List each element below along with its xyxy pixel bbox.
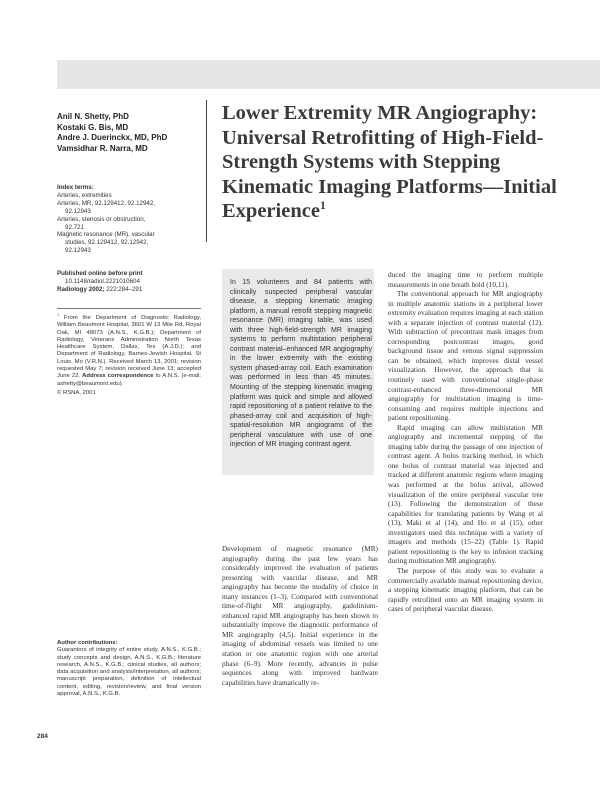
body-column-right <box>388 270 543 614</box>
correspondence-text: to A.N.S. (e-mail: ashetty@beaumont.edu). <box>57 373 201 387</box>
index-term-line: Arteries, extremities <box>57 191 112 199</box>
contributions-heading: Author contributions: <box>57 640 118 646</box>
author-list <box>57 112 207 154</box>
body-paragraph: The conventional approach for MR angiography in multiple anatomic stations in a peripheral lower extremity evaluation requires imaging at each station with a separate injection of contrast material (12). With subtraction of precontrast mask images from corresponding postcontrast images, good background tissue and venous signal suppression can be obtained, which improves distal vessel visualization. However, the approach that is routinely used with conventional single-phase contrast-enhanced three-dimensional MR angiography for multistation imaging is time-consuming and requires multiple injections and patient repositioning. <box>388 289 543 423</box>
index-term-line: Magnetic resonance (MR), vascular <box>57 231 155 239</box>
page-number: 284 <box>37 733 48 740</box>
title-text: Lower Extremity MR Angiography: Universal Retrofitting of High-Field-Strength Systems with Stepping Kinematic Imaging Platforms—Initial Experience <box>222 102 557 222</box>
body-paragraph: duced the imaging time to perform multiple measurements in one breath hold (10,11). <box>388 270 543 289</box>
citation-value: 222:284–291 <box>106 285 143 293</box>
author-name: Anil N. Shetty, PhD <box>57 112 129 121</box>
title-divider <box>206 100 207 242</box>
index-term-line: 92.12943 <box>65 207 91 215</box>
index-term-line: 92.721 <box>65 223 84 231</box>
sidebar-divider <box>57 308 201 309</box>
author-name: Andre J. Duerinckx, MD, PhD <box>57 133 168 142</box>
author-name: Vamsidhar R. Narra, MD <box>57 143 148 153</box>
body-paragraph: Development of magnetic resonance (MR) angiography during the past few years has considerably improved the evaluation of patients presenting with vascular disease, and MR angiography has become the modality of choice in many instances (1–3). Compared with conventional time-of-flight MR angiography, gadolinium-enhanced rapid MR angiography has been shown to substantially improve the diagnostic performance of MR angiography (4,5). Initial experience in the imaging of abdominal vessels was limited to one station or one anatomic region with one arterial phase (6–9). More recently, advances in pulse sequences along with improved hardware capabilities have dramatically re- <box>222 544 378 687</box>
index-term-line: studies, 92.129412, 92.12942, <box>65 239 149 247</box>
contributions-text: Guarantors of integrity of entire study, A.N.S., K.G.B.; study concepts and design, A.N.S., K.G.B.; literature research, A.N.S., K.G.B.; clinical studies, all authors; data acquisition and analysis/interpretation, all authors; manuscript preparation, definition of intellectual content, editing, revision/review, and final version approval, A.N.S., K.G.B. <box>57 647 201 698</box>
index-term-line: Arteries, MR, 92.129412, 92.12942, <box>57 199 156 207</box>
header-band <box>57 60 600 89</box>
article-title <box>222 101 592 224</box>
index-terms <box>57 184 201 255</box>
publication-info <box>57 270 201 294</box>
body-paragraph: Rapid imaging can allow multistation MR angiography and incremental stepping of the imaging table during the passage of one injection of contrast agent. A bolus tracking method, in which one bolus of contrast material was injected and tracked at different anatomic regions where imaging was performed at the bolus arrival, allowed visualization of the entire peripheral vascular tree (13). Following the demonstration of these capabilities for translating patients by Wang et al (13), Maki et al (14), and Ho et al (15), other investigators used this technique with a variety of imagers and methods (15–22) (Table 1). Rapid patient repositioning is the key to infusion tracking during multistation MR angiography. <box>388 422 543 566</box>
correspondence-label: Address correspondence <box>82 373 154 380</box>
citation-label: Radiology 2002; <box>57 285 105 293</box>
published-label: Published online before print <box>57 270 143 277</box>
author-contributions <box>57 640 201 698</box>
affiliation-marker: 1 <box>57 313 59 318</box>
author-name: Kostaki G. Bis, MD <box>57 122 129 132</box>
title-footnote-marker: 1 <box>319 198 326 213</box>
abstract-text: In 15 volunteers and 84 patients with clinically suspected peripheral vascular disease, a stepping kinematic imaging platform, a manual retrofit stepping magnetic resonance (MR) imaging table, was used with three high-field-strength MR imaging systems to perform multistation peripheral contrast material–enhanced MR angiography in the lower extremity with the existing system phased-array coil. Each examination was performed in less than 45 minutes. Mounting of the stepping kinematic imaging platform was quick and simple and allowed rapid repositioning of a patient relative to the phased-array coil and acquisition of high-spatial-resolution MR angiograms of the peripheral vasculature with use of one injection of MR imaging contrast agent. <box>230 279 372 449</box>
index-term-line: Arteries, stenosis or obstruction, <box>57 215 146 223</box>
body-column-middle <box>222 544 378 687</box>
index-terms-heading: Index terms: <box>57 184 94 191</box>
index-term-line: 92.12943 <box>65 247 91 255</box>
copyright: © RSNA, 2001 <box>57 389 96 396</box>
body-paragraph: The purpose of this study was to evaluate a commercially available manual repositioning device, a stepping kinematic imaging platform, that can be rapidly retrofitted onto an MR imaging system in cases of peripheral vascular disease. <box>388 565 543 614</box>
affiliation-text: From the Department of Diagnostic Radiology, William Beaumont Hospital, 3601 W 13 Mile Rd, Royal Oak, MI 48073 (A.N.S., K.G.B.); Department of Radiology, Veterans Administration North Texas Healthcare System, Dallas, Tex (A.J.D.); and Department of Radiology, Barnes-Jewish Hospital, St Louis, Mo (V.R.N.). Received March 13, 2001; revision requested May 7; revision received June 13; accepted June 22. <box>57 315 201 380</box>
doi: 10.1148/radiol.2221010604 <box>65 277 140 285</box>
affiliation-footnote <box>57 315 201 397</box>
